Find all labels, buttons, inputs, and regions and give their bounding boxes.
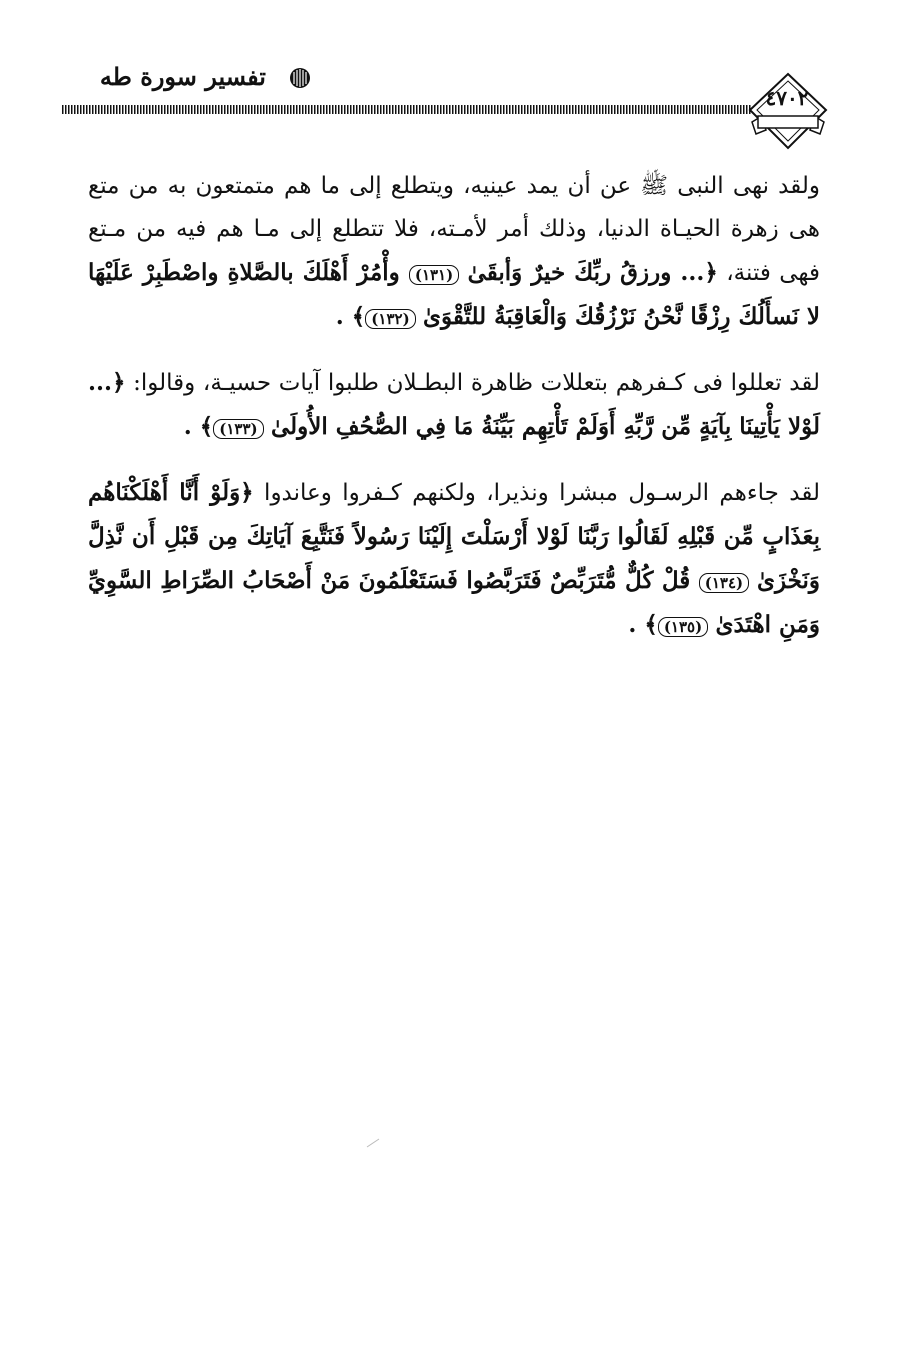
stray-mark-icon bbox=[366, 1138, 380, 1148]
header-rule bbox=[62, 105, 752, 114]
verse-number: (١٣٤) bbox=[699, 573, 749, 593]
quran-quote: وأْمُرْ أَهْلَكَ بالصَّلاةِ واصْطَبِرْ عَلَيْهَا لا نَسأَلُكَ رِزْقًا نَّحْنُ نَرْزُقُكَ وَالْعَاقِبَةُ للتَّقْوَىٰ bbox=[88, 259, 820, 330]
quran-quote-end: ﴾ . bbox=[628, 611, 658, 638]
verse-number: (١٣١) bbox=[409, 265, 459, 285]
page-number-badge-icon bbox=[748, 72, 828, 152]
quran-quote: ﴿... ورزقُ ربِّكَ خيرٌ وَأبقَىٰ bbox=[467, 259, 718, 286]
text-run: ولقد نهى النبى ﷺ عن أن يمد عينيه، ويتطلع إلى ما هم متمتعون به من متع هى زهرة الحيـاة الدنيا، وذلك أمر لأمـته، فلا تتطلع إلى مـا هم فيه من مـتع فهى فتنة، bbox=[88, 173, 820, 286]
verse-number: (١٣٥) bbox=[658, 617, 708, 637]
running-title: تفسير سورة طه bbox=[99, 62, 266, 91]
quran-quote-end: ﴾ . bbox=[183, 413, 214, 440]
quran-quote-end: ﴾ . bbox=[335, 303, 366, 330]
page-number: ٤٧٠٢ bbox=[765, 86, 809, 110]
paragraph bbox=[88, 471, 820, 647]
quran-quote: ﴿وَلَوْ أَنَّا أَهْلَكْنَاهُم بِعَذَابٍ مِّن قَبْلِهِ لَقَالُوا رَبَّنَا لَوْلا أَرْسَلْتَ إِلَيْنَا رَسُولاً فَنَتَّبِعَ آيَاتِكَ مِن قَبْلِ أَن نَّذِلَّ وَنَخْزَىٰ bbox=[88, 479, 820, 594]
verse-number: (١٣٢) bbox=[365, 309, 415, 329]
verse-number: (١٣٣) bbox=[213, 419, 263, 439]
quran-quote: ﴿... لَوْلا يَأْتِينَا بِآيَةٍ مِّن رَّبِّهِ أَوَلَمْ تَأْتِهِم بَيِّنَةُ مَا فِي الصُّحُفِ الأُولَىٰ bbox=[88, 369, 820, 440]
text-run: لقد تعللوا فى كـفرهم بتعللات ظاهرة البطـلان طلبوا آيات حسيـة، وقالوا: bbox=[125, 370, 820, 396]
body-text bbox=[88, 165, 820, 669]
quran-quote: قُلْ كُلٌّ مُّتَرَبِّصٌ فَتَرَبَّصُوا فَسَتَعْلَمُونَ مَنْ أَصْحَابُ الصِّرَاطِ السَّوِيِّ وَمَنِ اهْتَدَىٰ bbox=[88, 567, 820, 638]
text-run: لقد جاءهم الرسـول مبشرا ونذيرا، ولكنهم كـفروا وعاندوا bbox=[253, 480, 820, 506]
paragraph bbox=[88, 165, 820, 339]
paragraph bbox=[88, 361, 820, 449]
ornament-icon bbox=[288, 66, 312, 90]
